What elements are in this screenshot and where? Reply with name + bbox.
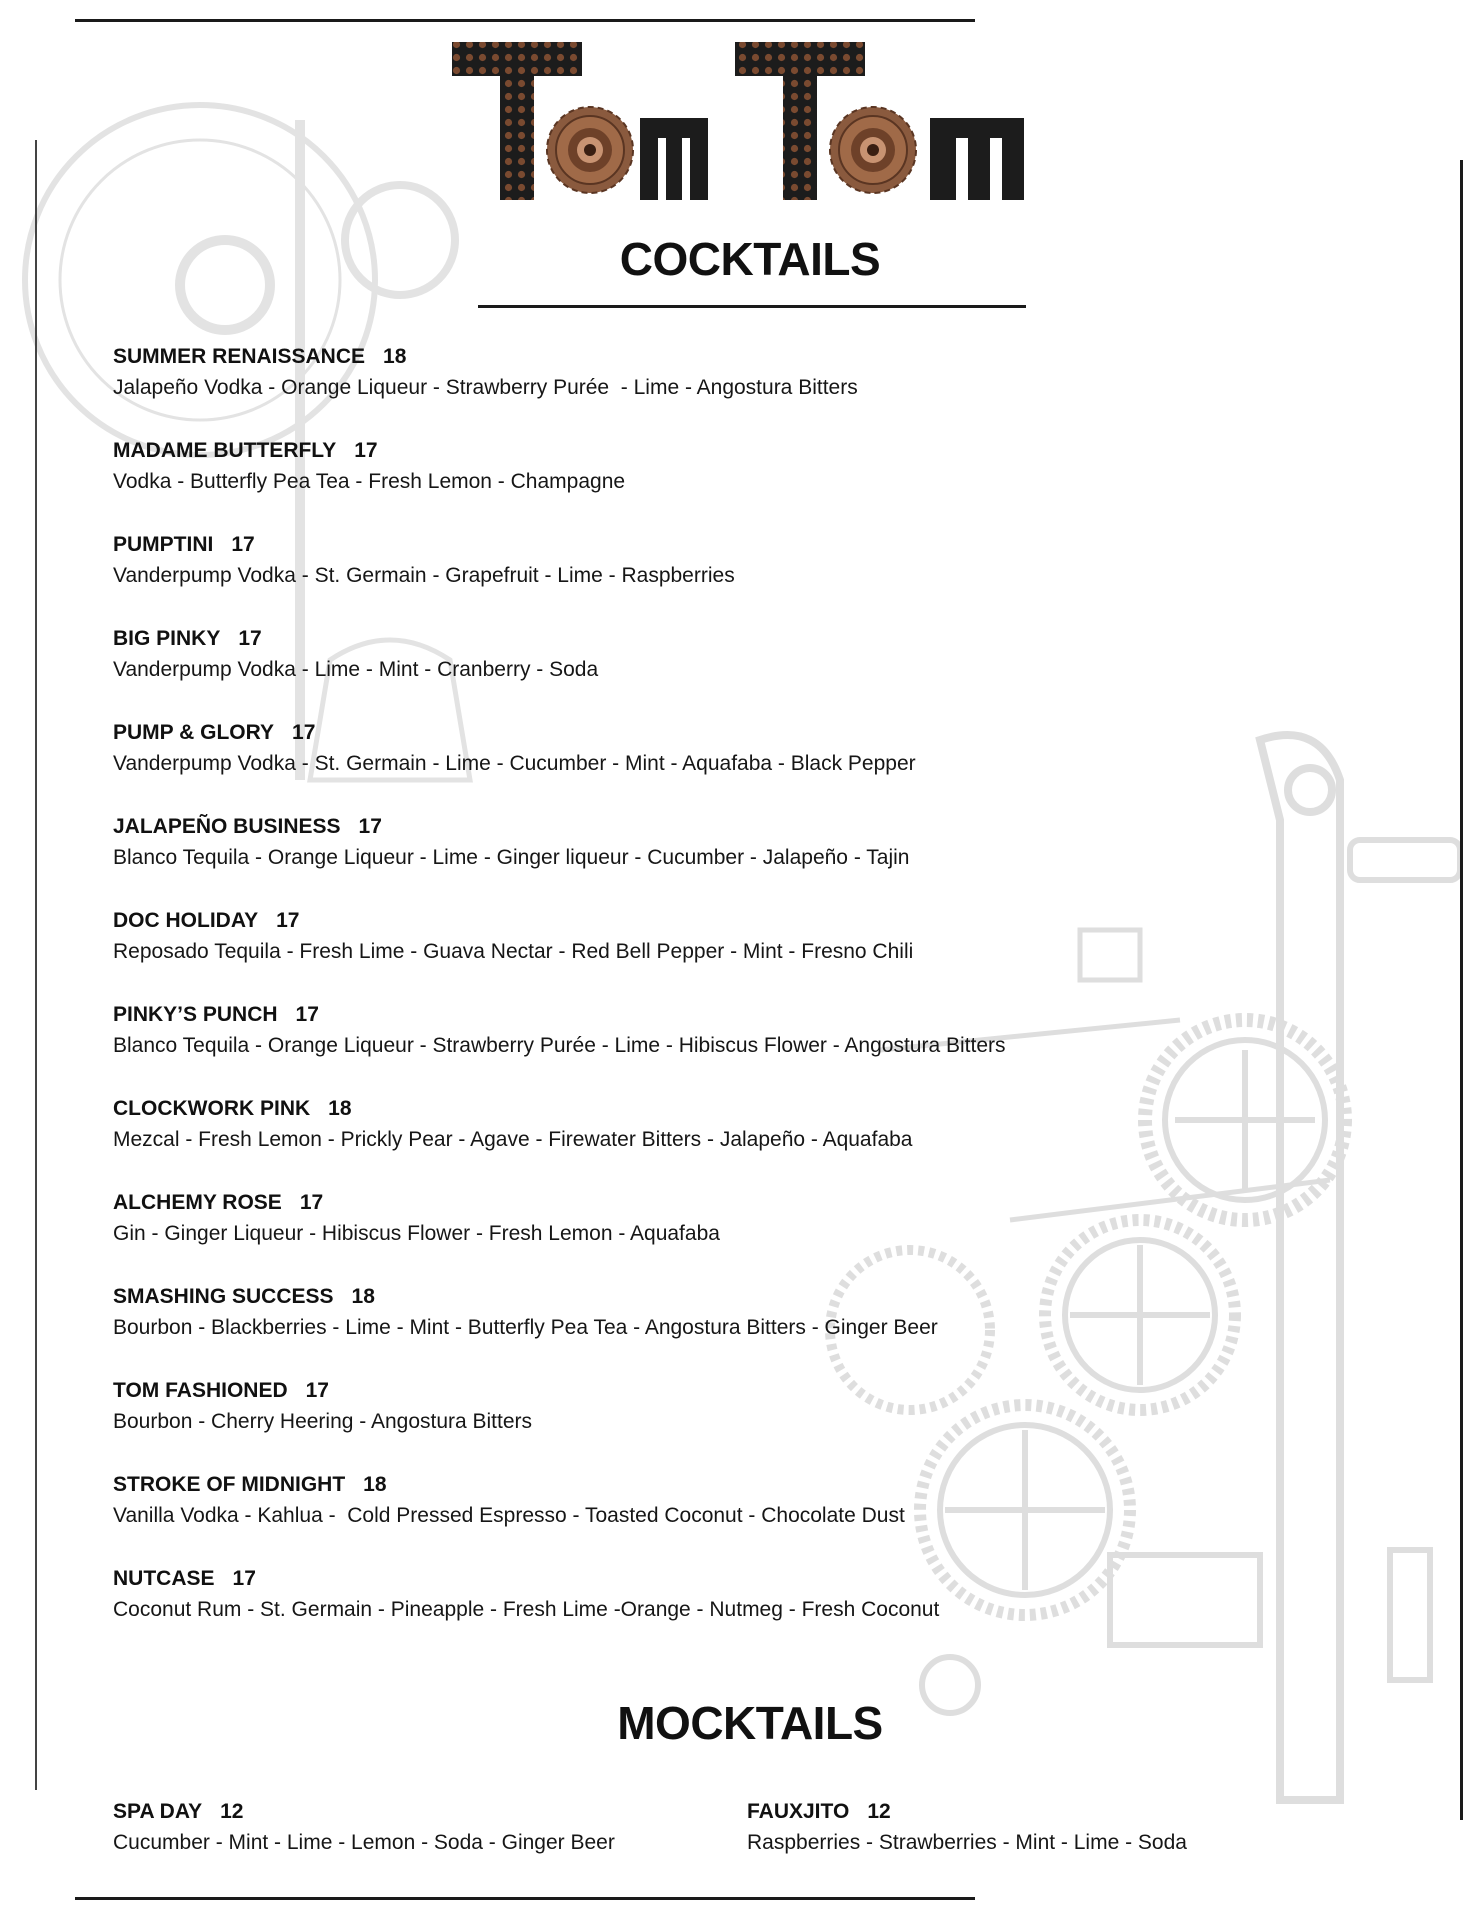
cocktail-price: 17	[295, 1003, 319, 1026]
top-border	[75, 19, 975, 22]
cocktail-item	[113, 812, 1113, 906]
cocktail-name	[113, 812, 1113, 842]
cocktail-name-text: PUMPTINI	[113, 533, 214, 556]
cocktail-item	[113, 1000, 1113, 1094]
bottom-border	[75, 1897, 975, 1900]
cocktail-name-text: PUMP & GLORY	[113, 721, 275, 744]
cocktail-ingredients: Bourbon - Cherry Heering - Angostura Bitters	[113, 1410, 533, 1433]
cocktail-name	[113, 1188, 1113, 1218]
cocktail-ingredients: Gin - Ginger Liqueur - Hibiscus Flower - Fresh Lemon - Aquafaba	[113, 1222, 720, 1245]
cocktail-item	[113, 436, 1113, 530]
cocktail-name-text: PINKY’S PUNCH	[113, 1003, 278, 1026]
cocktail-name	[113, 1000, 1113, 1030]
cocktail-name	[113, 1564, 1113, 1594]
cocktails-divider	[478, 305, 1026, 308]
cocktail-name-text: JALAPEÑO BUSINESS	[113, 815, 341, 838]
cocktail-ingredients: Blanco Tequila - Orange Liqueur - Strawberry Purée - Lime - Hibiscus Flower - Angostura Bitters	[113, 1034, 1006, 1057]
cocktail-list	[113, 342, 1113, 1658]
cocktail-name-text: TOM FASHIONED	[113, 1379, 288, 1402]
cocktail-name	[113, 1470, 1113, 1500]
right-border	[1460, 160, 1463, 1820]
cocktail-name	[113, 342, 1113, 372]
cocktail-name-text: CLOCKWORK PINK	[113, 1097, 311, 1120]
cocktail-ingredients: Vanderpump Vodka - Lime - Mint - Cranberry - Soda	[113, 658, 599, 681]
left-border	[35, 140, 37, 1790]
cocktail-name	[113, 1376, 1113, 1406]
cocktail-item	[113, 342, 1113, 436]
cocktail-item	[113, 718, 1113, 812]
cocktail-ingredients: Blanco Tequila - Orange Liqueur - Lime - Ginger liqueur - Cucumber - Jalapeño - Tajin	[113, 846, 910, 869]
cocktail-ingredients: Vanilla Vodka - Kahlua - Cold Pressed Espresso - Toasted Coconut - Chocolate Dust	[113, 1504, 905, 1527]
cocktail-ingredients: Vanderpump Vodka - St. Germain - Grapefruit - Lime - Raspberries	[113, 564, 735, 587]
tomtom-logo	[450, 38, 1030, 206]
cocktail-price: 17	[354, 439, 378, 462]
cocktail-ingredients: Coconut Rum - St. Germain - Pineapple - Fresh Lime -Orange - Nutmeg - Fresh Coconut	[113, 1598, 940, 1621]
cocktail-item	[113, 1564, 1113, 1658]
cocktail-item	[113, 530, 1113, 624]
cocktail-price: 17	[238, 627, 262, 650]
cocktail-ingredients: Vanderpump Vodka - St. Germain - Lime - Cucumber - Mint - Aquafaba - Black Pepper	[113, 752, 916, 775]
cocktail-price: 18	[328, 1097, 352, 1120]
cocktail-price: 17	[292, 721, 316, 744]
cocktail-item	[113, 1376, 1113, 1470]
cocktail-price: 18	[351, 1285, 375, 1308]
cocktail-item	[113, 1282, 1113, 1376]
cocktail-item	[113, 1188, 1113, 1282]
cocktail-ingredients: Vodka - Butterfly Pea Tea - Fresh Lemon - Champagne	[113, 470, 626, 493]
cocktail-price: 18	[363, 1473, 387, 1496]
cocktail-name	[113, 624, 1113, 654]
mocktail-price: 12	[867, 1800, 891, 1823]
mocktail-ingredients: Cucumber - Mint - Lime - Lemon - Soda - Ginger Beer	[113, 1831, 615, 1854]
cocktail-ingredients: Bourbon - Blackberries - Lime - Mint - Butterfly Pea Tea - Angostura Bitters - Ginger Beer	[113, 1316, 938, 1339]
cocktail-item	[113, 906, 1113, 1000]
cocktail-name	[113, 436, 1113, 466]
mocktail-name-text: FAUXJITO	[747, 1800, 850, 1823]
cocktail-name-text: SMASHING SUCCESS	[113, 1285, 334, 1308]
mocktail-item	[113, 1797, 615, 1859]
cocktail-price: 17	[232, 1567, 256, 1590]
cocktails-heading: COCKTAILS	[619, 233, 881, 285]
cocktail-price: 17	[305, 1379, 329, 1402]
cocktail-name	[113, 1094, 1113, 1124]
mocktails-heading: MOCKTAILS	[617, 1697, 883, 1749]
cocktail-name-text: ALCHEMY ROSE	[113, 1191, 282, 1214]
cocktail-ingredients: Jalapeño Vodka - Orange Liqueur - Strawberry Purée - Lime - Angostura Bitters	[113, 376, 858, 399]
mocktail-name-text: SPA DAY	[113, 1800, 203, 1823]
cocktail-item	[113, 624, 1113, 718]
mocktail-item	[747, 1797, 1187, 1859]
cocktail-name-text: STROKE OF MIDNIGHT	[113, 1473, 346, 1496]
cocktail-item	[113, 1094, 1113, 1188]
cocktail-name	[113, 530, 1113, 560]
cocktail-name-text: SUMMER RENAISSANCE	[113, 345, 366, 368]
cocktail-name-text: MADAME BUTTERFLY	[113, 439, 337, 462]
cocktail-price: 17	[358, 815, 382, 838]
cocktail-price: 17	[276, 909, 300, 932]
cocktail-name	[113, 718, 1113, 748]
cocktail-name-text: DOC HOLIDAY	[113, 909, 259, 932]
cocktail-ingredients: Mezcal - Fresh Lemon - Prickly Pear - Agave - Firewater Bitters - Jalapeño - Aquafaba	[113, 1128, 913, 1151]
cocktail-price: 18	[383, 345, 407, 368]
mocktail-name	[113, 1797, 615, 1827]
cocktail-item	[113, 1470, 1113, 1564]
cocktail-name-text: NUTCASE	[113, 1567, 215, 1590]
cocktail-price: 17	[299, 1191, 324, 1214]
cocktail-ingredients: Reposado Tequila - Fresh Lime - Guava Nectar - Red Bell Pepper - Mint - Fresno Chili	[113, 940, 914, 963]
mocktail-price: 12	[220, 1800, 244, 1823]
cocktail-name	[113, 906, 1113, 936]
cocktail-name-text: BIG PINKY	[113, 627, 221, 650]
cocktail-name	[113, 1282, 1113, 1312]
mocktail-name	[747, 1797, 1187, 1827]
mocktail-ingredients: Raspberries - Strawberries - Mint - Lime - Soda	[747, 1831, 1187, 1854]
cocktail-price: 17	[231, 533, 255, 556]
